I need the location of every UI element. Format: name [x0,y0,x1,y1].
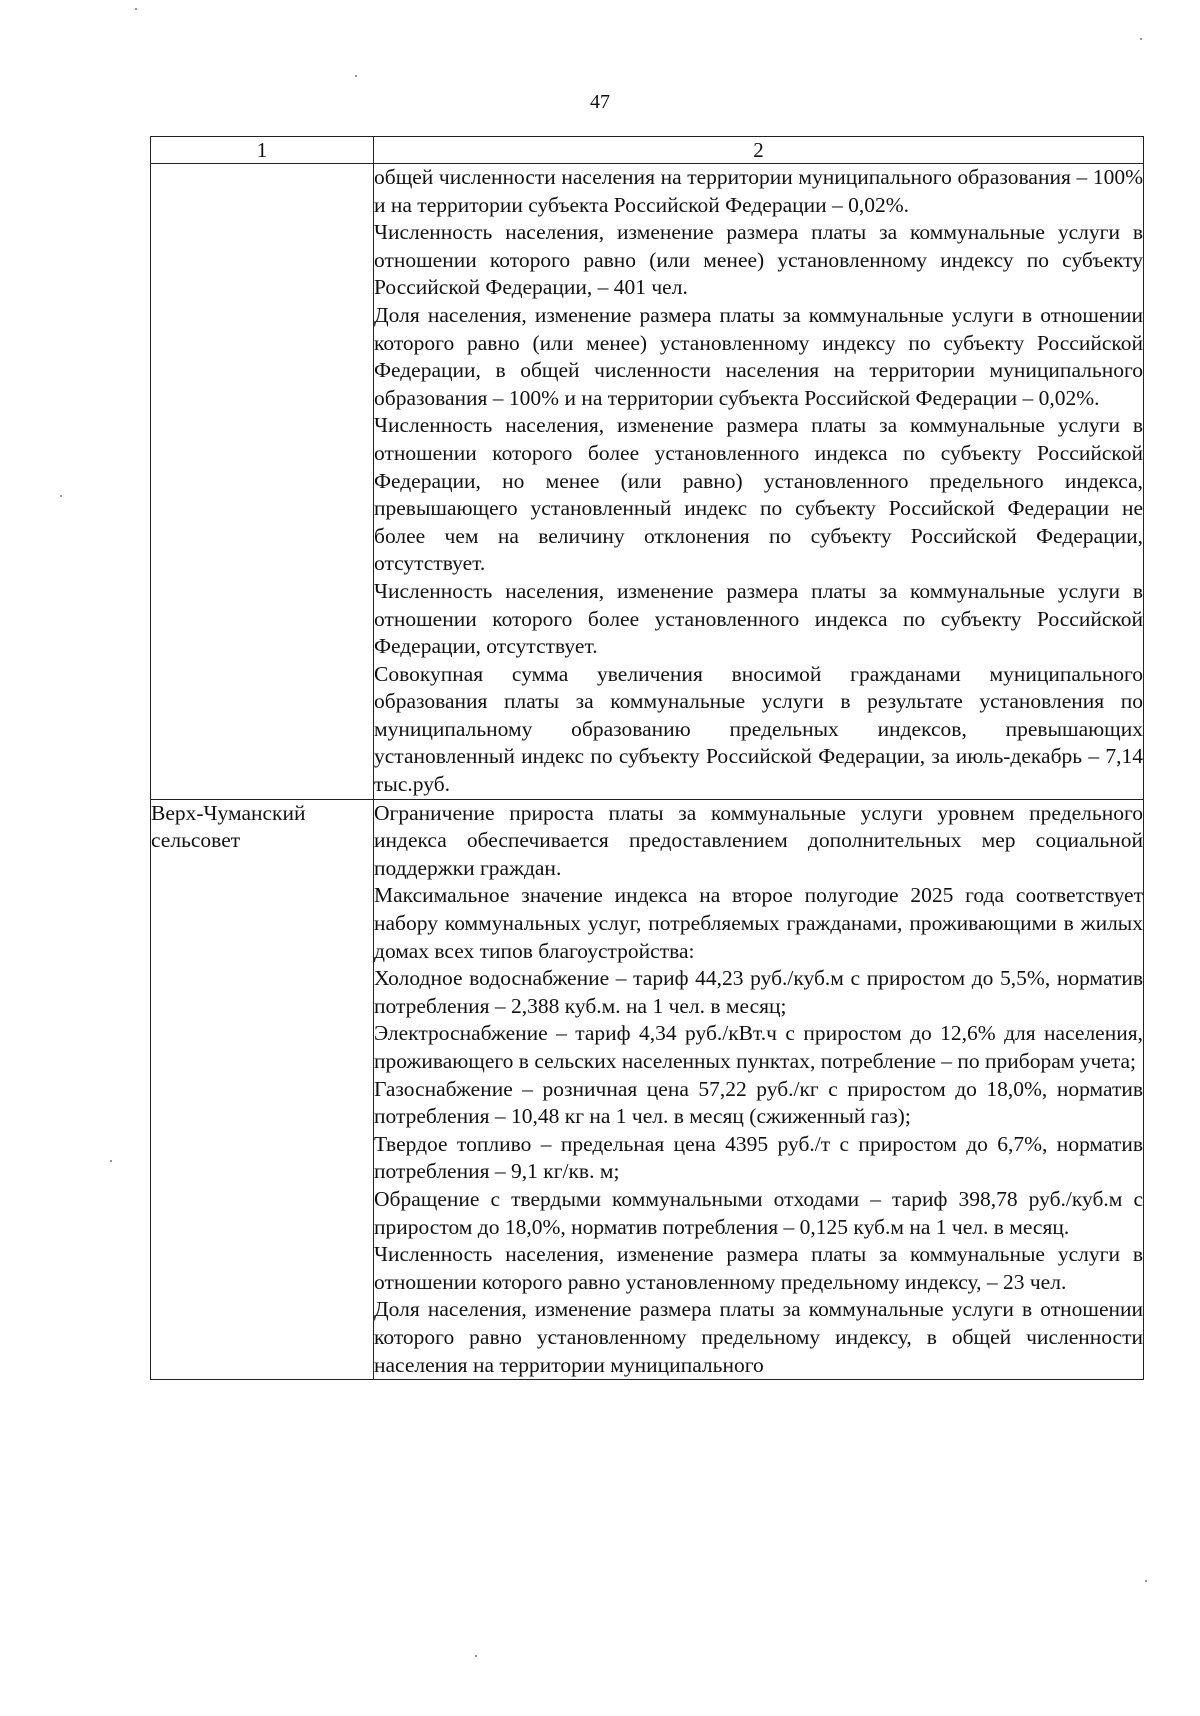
paragraph: общей численности населения на территории муниципального образования – 100% и на территории субъекта Российской Федерации – 0,02%. [374,165,1143,217]
paragraph: Численность населения, изменение размера платы за коммунальные услуги в отношении которого равно (или менее) установленному индексу по субъекту Российской Федерации, – 401 чел. [374,220,1143,300]
table-row [151,164,1144,800]
row-label: Верх-Чуманский сельсовет [151,799,374,1379]
paragraph: Доля населения, изменение размера платы за коммунальные услуги в отношении которого равно (или менее) установленному индексу по субъекту Российской Федерации, в общей численности населения на территории муниципального образования – 100% и на территории субъекта Российской Федерации – 0,02%. [374,302,1143,410]
paragraph: Численность населения, изменение размера платы за коммунальные услуги в отношении которого более установленного индекса по субъекту Российской Федерации, отсутствует. [374,578,1143,659]
paragraph: Холодное водоснабжение – тариф 44,23 руб./куб.м с приростом до 5,5%, норматив потребления – 2,388 куб.м. на 1 чел. в месяц; [374,966,1143,1018]
scan-speck [355,75,357,77]
paragraph: Совокупная сумма увеличения вносимой гражданами муниципального образования платы за коммунальные услуги в результате установления по муниципальному образованию предельных индексов, превышающих установленный индекс по субъекту Российской Федерации, за июль-декабрь – 7,14 тыс.руб. [374,661,1143,797]
scan-speck [475,1655,477,1657]
scan-speck [1145,1580,1147,1582]
paragraph: Твердое топливо – предельная цена 4395 руб./т с приростом до 6,7%, норматив потребления – 9,1 кг/кв. м; [374,1131,1143,1184]
paragraph: Численность населения, изменение размера платы за коммунальные услуги в отношении которого более установленного индекса по субъекту Российской Федерации, но менее (или равно) установленного предельного индекса, превышающего установленный индекс по субъекту Российской Федерации не более чем на величину отклонения по субъекту Российской Федерации, отсутствует. [374,413,1143,576]
paragraph: Электроснабжение – тариф 4,34 руб./кВт.ч с приростом до 12,6% для населения, проживающего в сельских населенных пунктах, потребление – по приборам учета; [374,1021,1143,1073]
paragraph: Доля населения, изменение размера платы за коммунальные услуги в отношении которого равно установленному предельному индексу, в общей численности населения на территории муниципального [374,1297,1143,1377]
paragraph: Численность населения, изменение размера платы за коммунальные услуги в отношении которого равно установленному предельному индексу, – 23 чел. [374,1242,1143,1294]
row-content [374,164,1144,800]
row-label [151,164,374,800]
scan-speck [135,8,137,10]
paragraph: Максимальное значение индекса на второе полугодие 2025 года соответствует набору коммунальных услуг, потребляемых гражданами, проживающими в жилых домах всех типов благоустройства: [374,883,1143,963]
table-header-row [151,137,1144,164]
table-row [151,799,1144,1379]
scan-speck [60,495,62,497]
scan-speck [1140,38,1142,40]
scan-speck [110,1160,112,1162]
document-table [150,136,1144,1380]
column-header-1: 1 [151,137,374,164]
paragraph: Ограничение прироста платы за коммунальные услуги уровнем предельного индекса обеспечивается предоставлением дополнительных мер социальной поддержки граждан. [374,800,1143,880]
page-number: 47 [590,91,610,113]
paragraph: Обращение с твердыми коммунальными отходами – тариф 398,78 руб./куб.м с приростом до 18,0%, норматив потребления – 0,125 куб.м на 1 чел. в месяц. [374,1186,1143,1239]
paragraph: Газоснабжение – розничная цена 57,22 руб./кг с приростом до 18,0%, норматив потребления – 10,48 кг на 1 чел. в месяц (сжиженный газ); [374,1076,1143,1129]
column-header-2: 2 [374,137,1144,164]
row-content [374,799,1144,1379]
